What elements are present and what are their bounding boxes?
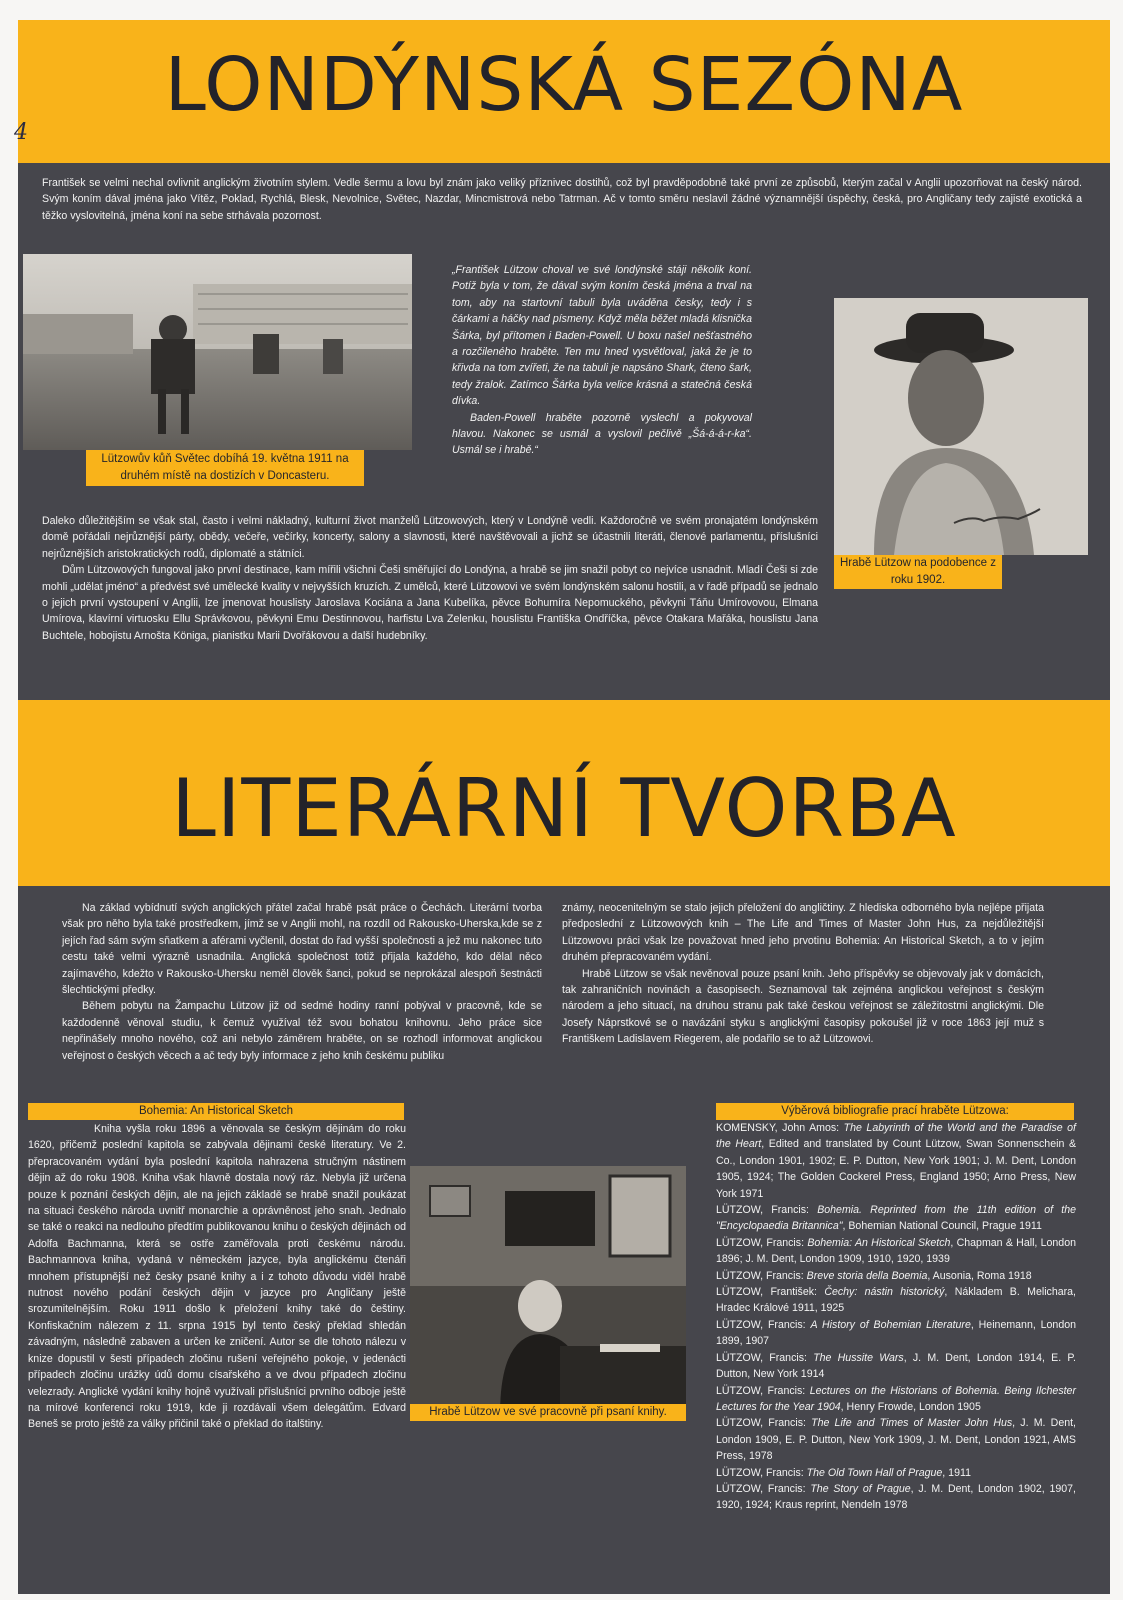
bibliography-publication: , Edited and translated by Count Lützow, Swan Sonnenschein & Co., London 1901, 1902; E. P. Dutton, New York 1901; J. M. Dent, London 1905, 1924; The Golden Cockerel Press, England 1950; Arno Press, New York 1971 <box>716 1138 1077 1200</box>
study-photo <box>410 1166 686 1415</box>
bibliography-title: A History of Bohemian Literature <box>810 1318 971 1331</box>
bohemia-text: Kniha vyšla roku 1896 a věnovala se českým dějinám do roku 1620, přičemž poslední kapitola se zabývala dějinami české literatury. Ve 2. přepracovaném vydání byla poslední kapitola nahrazena stručným nástinem dějin až do roku 1908. Kniha však hlavně dostala nový ráz. Nebyla již určena pouze k poznání českých dějin, ale na jejich základě se hrabě snažil poukázat na situaci českého národa uvnitř monarchie a oprávněnost jeho snah. Jednalo se také o reakci na nedlouho předtím publikovanou knihu o českých dějinách od Adolfa Bachmanna, která se ostře zaměřovala proti českému národu. Bachmannova kniha, vydaná v německém jazyce, byla anglickému čtenáři mnohem přístupnější než česky psané knihy a i z tohoto důvodu viděl hrabě nutnost nového podání českých dějin v jazyce pro Angličany ještě srozumitelnějším. Roku 1911 došlo k přeložení knihy také do češtiny. Konfiskačním nálezem z 11. srpna 1915 byl tento český překlad shledán závadným, následně zabaven a určen ke zničení. Autor se dle tohoto nálezu v knize dopustil v šesti případech zločinu rušení veřejného pokoje, v jedenácti případech zločinu urážky údů domu císařského a ve dvou případech zločinu velezrady. Anglické vydání knihy hojně využívali příslušníci prvního odboje ještě na mírové konferenci roku 1919, kde ji rozdávali všem delegátům. Edvard Beneš se proto ještě za války přičinil také o překlad do italštiny. <box>28 1123 406 1431</box>
race-photo-image <box>23 254 412 450</box>
bibliography-entry <box>716 1383 1076 1416</box>
bibliography-entry <box>716 1284 1076 1317</box>
bibliography-entry <box>716 1350 1076 1383</box>
bibliography-entry <box>716 1481 1076 1514</box>
section-header-london <box>18 20 1110 163</box>
bohemia-heading: Bohemia: An Historical Sketch <box>28 1103 404 1120</box>
intro-paragraph: František se velmi nechal ovlivnit anglickým životním stylem. Vedle šermu a lovu byl znám jako veliký příznivec dostihů, což byl pravděpodobně také první ze způsobů, kterým začal v Anglii upozorňovat na český národ. Svým koním dával jména jako Vítěz, Poklad, Rychlá, Blesk, Nevolnice, Světec, Nazdar, Mincmistrová nebo Tatrman. Ač v tomto směru neslavil žádné významnější úspěchy, česká, pro Angličany tedy zajisté exotická a těžko vyslovitelná, jména koní na sebe strhávala pozornost. <box>42 177 1082 222</box>
bibliography-author: LÜTZOW, František: <box>716 1286 825 1299</box>
bibliography-publication: , Heinemann, London 1899, 1907 <box>716 1318 1076 1348</box>
bibliography-publication: , Nákladem B. Melichara, Hradec Králové 1911, 1925 <box>716 1286 1077 1315</box>
bibliography-entry <box>716 1415 1076 1464</box>
portrait-image <box>834 298 1088 555</box>
bibliography-title: The Story of Prague <box>810 1482 911 1495</box>
bibliography-title: Bohemia: An Historical Sketch <box>807 1236 951 1249</box>
literary-col2: známy, neocenitelným se stalo jejich přeložení do angličtiny. Z hlediska odborného byla nejlépe přijata předposlední z Lützowových knih – The Life and Times of Master John Hus, za nejdůležitější Lützowovu práci však lze považovat hned jeho prvotinu Bohemia: An Historical Sketch, a to v jejím druhém přepracovaném vydání. Hrabě Lützow se však nevěnoval pouze psaní knih. Jeho příspěvky se objevovaly jak v domácích, tak zahraničních novinách a časopisech. Seznamoval tak zejména anglickou veřejnost s českým národem a jeho situací, na druhou stranu pak také českou veřejnost se záležitostmi anglickými. Dle Josefy Náprstkové se o navázání styku s anglickými časopisy pokoušel již v roce 1863 její muž s Františkem Ladislavem Riegerem, ale podařilo se to až Lützowovi. <box>562 902 1044 1046</box>
bibliography-title: Breve storia della Boemia <box>806 1269 928 1282</box>
bibliography-publication: , Ausonia, Roma 1918 <box>927 1269 1032 1282</box>
portrait-caption: Hrabě Lützow na podobence z roku 1902. <box>834 555 1002 589</box>
bibliography-author: LÜTZOW, Francis: <box>716 1236 808 1249</box>
bibliography-heading: Výběrová bibliografie prací hraběte Lützowa: <box>716 1103 1074 1120</box>
section-title: LONDÝNSKÁ SEZÓNA <box>164 42 964 128</box>
bibliography-publication: , Henry Frowde, London 1905 <box>840 1400 981 1413</box>
society-paragraph: Daleko důležitějším se však stal, často i velmi nákladný, kulturní život manželů Lützowových, který v Londýně vedli. Každoročně ve svém pronajatém londýnském domě pořádali nejrůznější párty, obědy, večeře, večírky, koncerty, salony a slavnosti, které navštěvovali a jichž se účastnili literáti, členové parlamentu, příslušníci nejrůznějších aristokratických rodů, diplomaté a státníci. Dům Lützowových fungoval jako první destinace, kam mířili všichni Češi směřující do Londýna, a hrabě se jim snažil pobyt co nejvíce usnadnit. Mladí Češi si zde mohli „udělat jméno“ a předvést své umělecké kvality v nejvyšších kruzích. Z umělců, které Lützowovi ve svém londýnském salonu hostili, a v řadě případů se jednalo o jejich první vystoupení v Anglii, lze jmenovat houslisty Jaroslava Kociána a Jana Kubelíka, pěvce Bohumíra Nepomuckého, pěvkyni Táňu Umírovovou, Elmana Umírova, klavírní virtuosku Ellu Správkovou, pěvkyni Emu Destinnovou, harfistu Lva Zelenku, houslistu Františka Ondříčka, pěvce Otakara Mařáka, houslistu Jana Buchtele, hobojistu Arnošta Königa, pianistku Marii Dvořákovou a další hudebníky. <box>42 515 818 642</box>
literary-col1: Na základ vybídnutí svých anglických přátel začal hrabě psát práce o Čechách. Literární tvorba však pro něho byla také prostředkem, jímž se v Anglii mohl, na rozdíl od Rakousko-Uherska,kde se z jejích řad sám svým sňatkem a aférami vyčlenil, dostat do řad vyšší společnosti a jež mu nakonec tuto cestu také velmi výrazně usnadnila. Anglická společnost totiž přijala každého, kdo dělal něco zajímavého, kdežto v Rakousko-Uhersku neměl člověk šanci, pokud se neprokázal alespoň šestnácti šlechtickými předky. Během pobytu na Žampachu Lützow již od sedmé hodiny ranní pobýval v pracovně, kde se každodenně věnoval studiu, k čemuž využíval též svou bohatou knihovnu. Jeho práce sice nepřinášely mnoho nového, což ani nebylo záměrem hraběte, on se rozhodl informovat anglickou veřejnost o českých věcech a ač tedy byly informace z jeho knih českému publiku <box>62 902 542 1062</box>
bibliography-title: The Life and Times of Master John Hus <box>811 1417 1013 1430</box>
bibliography-title: Lectures on the Historians of Bohemia. Being Ilchester Lectures for the Year 1904 <box>716 1384 1076 1413</box>
bibliography-author: LÜTZOW, Francis: <box>716 1318 811 1331</box>
bibliography-entry <box>716 1120 1076 1202</box>
section-title-literary: LITERÁRNÍ TVORBA <box>171 762 957 855</box>
bibliography-entry <box>716 1268 1076 1284</box>
bibliography-title: The Old Town Hall of Prague <box>806 1466 943 1479</box>
bibliography-author: LÜTZOW, Francis: <box>716 1384 810 1397</box>
bibliography-title: The Labyrinth of the World and the Paradise of the Heart <box>716 1122 1076 1151</box>
bibliography-publication: , 1911 <box>942 1466 971 1479</box>
bibliography-author: KOMENSKY, John Amos: <box>716 1122 844 1134</box>
study-caption: Hrabě Lützow ve své pracovně při psaní knihy. <box>410 1404 686 1421</box>
study-image <box>410 1166 686 1415</box>
bibliography-publication: , Chapman & Hall, London 1896; J. M. Dent, London 1909, 1910, 1920, 1939 <box>716 1236 1076 1266</box>
bibliography-title: Čechy: nástin historický <box>824 1286 945 1299</box>
bibliography-entry <box>716 1317 1076 1350</box>
section-header-literary <box>18 700 1110 886</box>
bibliography-author: LÜTZOW, Francis: <box>716 1351 814 1364</box>
page-number: 4 <box>14 120 28 145</box>
bibliography-author: LÜTZOW, Francis: <box>716 1204 818 1217</box>
bibliography-title: The Hussite Wars <box>813 1351 904 1364</box>
race-photo <box>23 254 412 450</box>
bibliography-list <box>716 1120 1076 1514</box>
bibliography-author: LÜTZOW, Francis: <box>716 1466 807 1479</box>
race-photo-caption: Lützowův kůň Světec dobíhá 19. května 1911 na druhém místě na dostizích v Doncasteru. <box>86 450 364 486</box>
bibliography-author: LÜTZOW, Francis: <box>716 1417 812 1430</box>
bibliography-title: Bohemia. Reprinted from the 11th edition of the "Encyclopaedia Britannica" <box>716 1204 1076 1233</box>
bibliography-entry <box>716 1235 1076 1268</box>
bibliography-entry <box>716 1202 1076 1235</box>
portrait-photo <box>834 298 1088 555</box>
bibliography-publication: , J. M. Dent, London 1909, E. P. Dutton, New York 1909, J. M. Dent, London 1921, AMS Press, 1978 <box>716 1417 1076 1463</box>
bibliography-publication: , J. M. Dent, London 1914, E. P. Dutton, New York 1914 <box>716 1351 1076 1381</box>
bibliography-publication: , J. M. Dent, London 1902, 1907, 1920, 1924; Kraus reprint, Nendeln 1978 <box>716 1482 1076 1512</box>
bibliography-publication: , Bohemian National Council, Prague 1911 <box>842 1220 1042 1233</box>
horse-quote: „František Lützow choval ve své londýnské stáji několik koní. Potíž byla v tom, že dával svým koním česká jména a trval na tom, aby na startovní tabuli byla uváděna česky, tedy i s čárkami a háčky nad písmeny. Když měla běžet mladá klisnička Šárka, byl přítomen i Baden-Powell. U boxu našel nešťastného a rozčileného hraběte. Ten mu hned vysvětloval, jaká že je to křivda na tom zvířeti, že na tabuli je napsáno Shark, čteno šark, tedy žralok. Zatímco Šárka byla velice krásná a statečná česká dívka. Baden-Powell hraběte pozorně vyslechl a pokyvoval hlavou. Nakonec se usmál a vyslovil pečlivě „Šá-á-á-r-ka“. Usmál se i hrabě.“ <box>452 264 752 457</box>
bibliography-author: LÜTZOW, Francis: <box>716 1269 807 1282</box>
bibliography-author: LÜTZOW, Francis: <box>716 1482 811 1495</box>
bibliography-entry <box>716 1465 1076 1481</box>
